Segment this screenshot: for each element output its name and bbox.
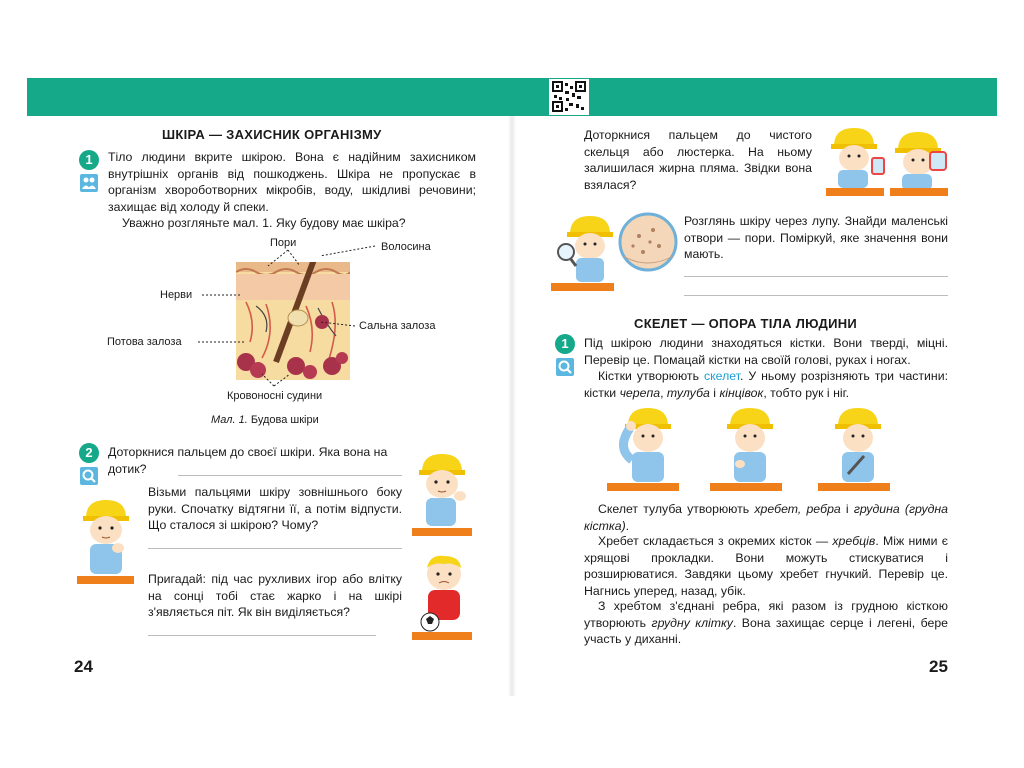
term-trunk: тулуба — [666, 385, 710, 400]
magnifier-icon — [80, 467, 98, 485]
term-spine-ribs: хребет, ребра — [754, 502, 841, 516]
task-number-badge: 1 — [79, 150, 99, 170]
boy-looking-mirror-illustration — [892, 130, 952, 192]
boy-with-mirror-illustration — [828, 126, 888, 190]
term-vertebrae: хребців — [832, 534, 876, 548]
boy-with-magnifier-illustration — [556, 214, 614, 284]
mirror-task-text: Доторкнися пальцем до чистого скельця або люстерка. На ньому залишилася жирна пляма. Звідки вона взялася? — [584, 128, 812, 192]
task2-text3: Пригадай: під час рухливих ігор або влітку на сонці тобі стає жарко і на шкірі з'являється піт. Як він виділяється? — [148, 572, 402, 619]
label-vessels: Кровоносні судини — [227, 390, 323, 402]
answer-line — [148, 548, 402, 549]
skeleton-p5 — [584, 598, 948, 648]
p5-part: . Вона захищає серце і легені, бере участь у диханні. — [584, 615, 949, 646]
desk-stripe — [412, 632, 472, 640]
task2-text1: Доторкнися пальцем до своєї шкіри. Яка вона на дотик? — [108, 445, 388, 476]
figure-caption — [211, 414, 319, 426]
desk-stripe — [710, 483, 782, 491]
p4-part: . Між ними є хрящові прокладки. Вони можуть стискуватися і розширюватися. Завдяки цьому хребет гнучкий. Перевір це. Нагнись уперед, назад, убік. — [584, 534, 948, 598]
task-number-badge: 2 — [79, 443, 99, 463]
desk-stripe — [818, 483, 890, 491]
page-number-right: 25 — [929, 657, 948, 676]
p3-part: і — [840, 502, 854, 516]
skeleton-p4 — [584, 533, 948, 599]
task1-text: Тіло людини вкрите шкірою. Вона є надійним захисником внутрішніх органів від пошкоджень. Шкіра не пропускає в організм хвороботворних мікробів, воду, шкідливі речовини; захищає від холоду й спеки. — [108, 150, 476, 214]
desk-stripe — [607, 483, 679, 491]
p3-part: . — [625, 518, 630, 533]
p2-part: , — [660, 385, 667, 400]
answer-line — [178, 475, 402, 476]
label-pores: Пори — [270, 237, 297, 249]
desk-stripe — [551, 283, 614, 291]
skeleton-p2 — [584, 368, 948, 401]
label-sweat-gland: Потова залоза — [107, 336, 182, 348]
task-number-badge: 1 — [555, 334, 575, 354]
caption-prefix: Мал. 1. — [211, 414, 248, 426]
term-sternum: грудина (грудна кістка) — [584, 502, 949, 533]
skeleton-term: скелет — [703, 369, 740, 383]
skeleton-p1: Під шкірою людини знаходяться кістки. Вони тверді, міцні. Перевір це. Помацай кістки на своїй голові, руках і ногах. — [584, 336, 948, 367]
boy-touching-arm-illustration — [718, 404, 782, 486]
term-skull: черепа — [619, 385, 661, 400]
desk-stripe — [412, 528, 472, 536]
task1-question: Уважно розгляньте мал. 1. Яку будову має шкіра? — [122, 216, 406, 230]
left-section-title: ШКІРА — ЗАХИСНИК ОРГАНІЗМУ — [162, 127, 382, 142]
label-nerves: Нерви — [160, 289, 193, 301]
p4-part: Хребет складається з окремих кісток — — [598, 534, 833, 548]
boy-touching-head-illustration — [608, 404, 678, 488]
desk-stripe — [826, 188, 884, 196]
boy-touching-leg-illustration — [826, 404, 890, 486]
lens-task-text: Розглянь шкіру через лупу. Знайди маленські отвори — пори. Поміркуй, яке значення вони мають. — [684, 214, 948, 261]
boy-pinching-skin-illustration — [78, 496, 136, 578]
answer-line — [684, 295, 948, 296]
p5-part: З хребтом з'єднані ребра, які разом із грудною кісткою утворюють — [584, 599, 948, 630]
p2-part: . У ньому розрізняють три частини: кістки — [584, 369, 949, 400]
term-rib-cage: грудну клітку — [651, 615, 733, 630]
boy-with-ball-illustration — [416, 552, 472, 634]
term-limbs: кінцівок — [719, 385, 764, 400]
right-section-title: СКЕЛЕТ — ОПОРА ТІЛА ЛЮДИНИ — [634, 316, 858, 331]
p2-part: Кістки утворюють — [598, 369, 704, 383]
task2-text2: Візьми пальцями шкіру зовнішнього боку руки. Спочатку відтягни її, а потім відпусти. Що сталося зі шкірою? Чому? — [148, 485, 402, 532]
desk-stripe — [890, 188, 948, 196]
desk-stripe — [77, 576, 134, 584]
label-hair: Волосина — [381, 241, 431, 253]
boy-touching-hand-illustration — [414, 450, 472, 530]
answer-line — [684, 276, 948, 277]
skeleton-p3 — [584, 501, 948, 534]
caption-text: Будова шкіри — [250, 414, 319, 426]
magnified-skin-circle — [617, 212, 679, 272]
page-number-left: 24 — [74, 657, 93, 676]
p2-part: , тобто рук і ніг. — [763, 385, 850, 400]
answer-line — [148, 635, 376, 636]
p3-part: Скелет тулуба утворюють — [598, 502, 755, 516]
p2-part: і — [709, 385, 720, 400]
label-sebaceous: Сальна залоза — [359, 320, 436, 332]
magnifier-icon — [556, 358, 574, 376]
